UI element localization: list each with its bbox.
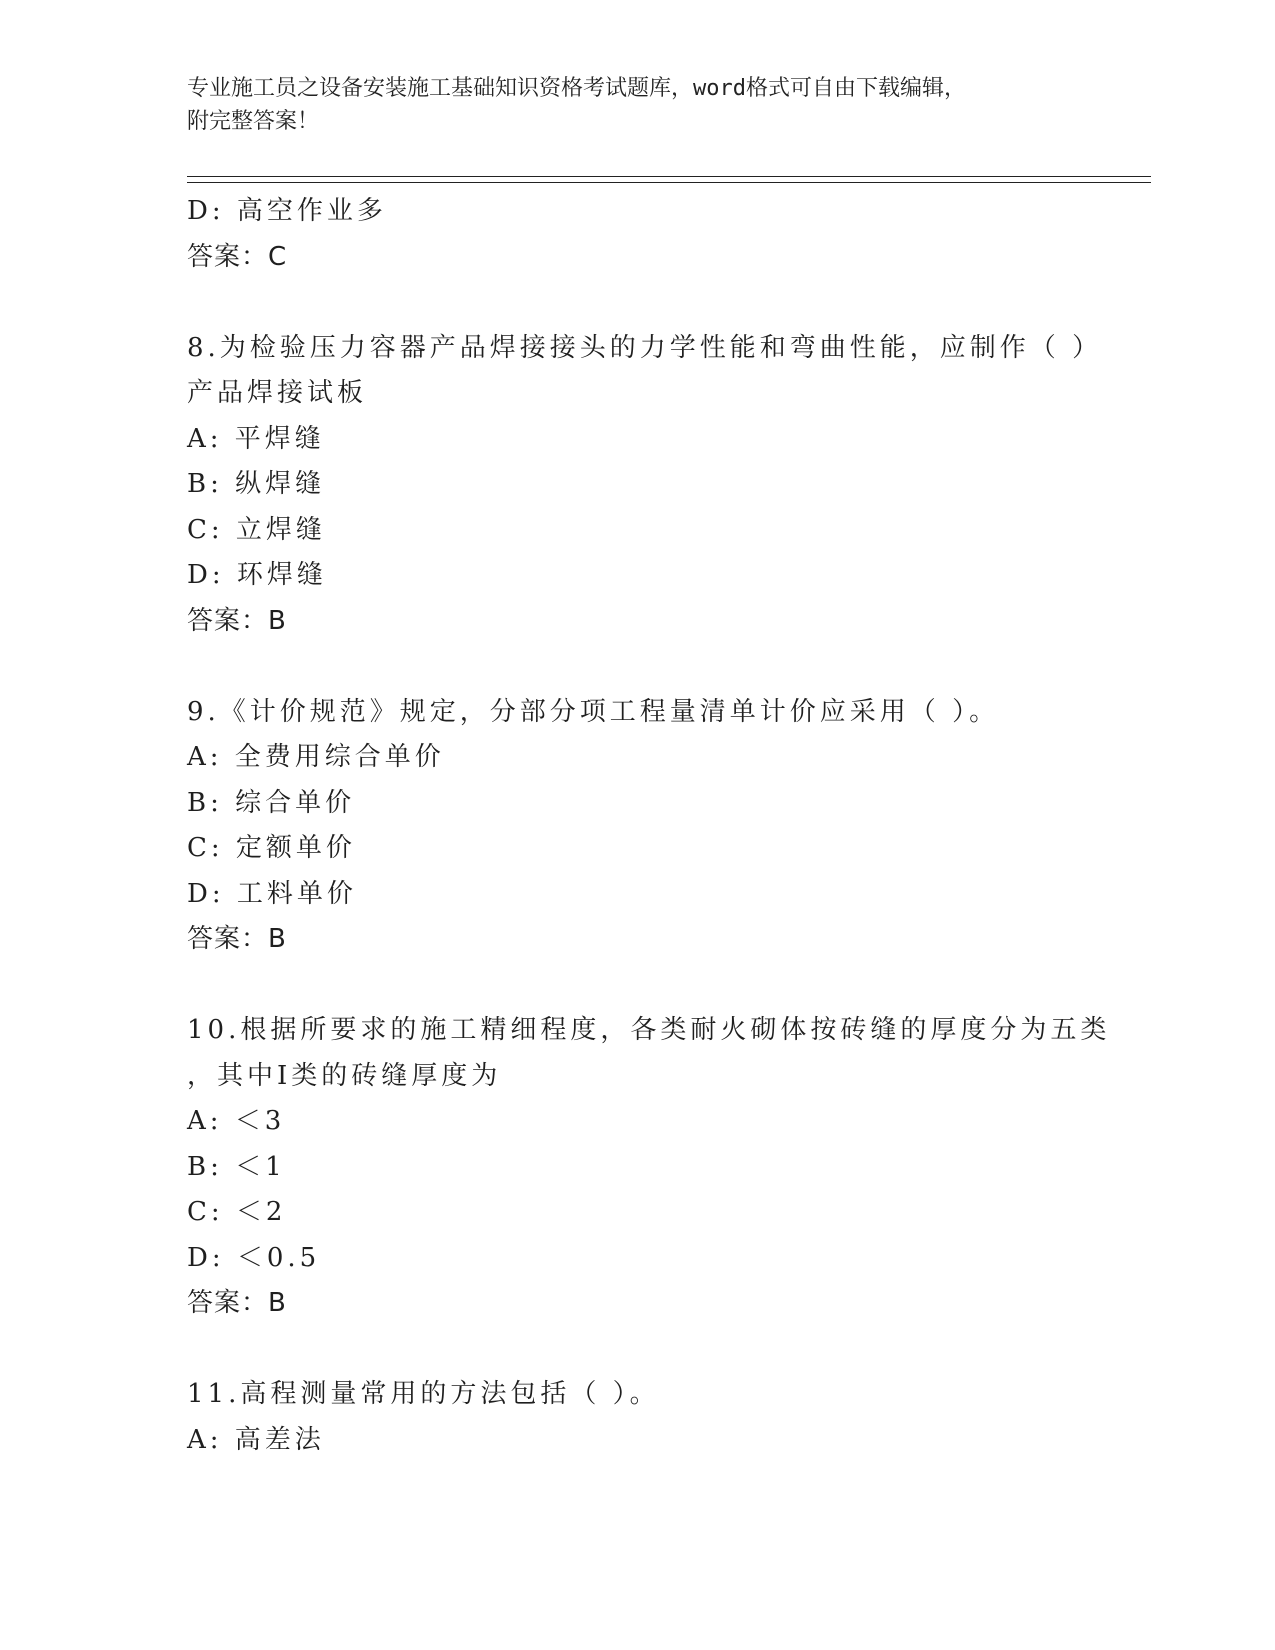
option-d: D: 环焊缝 xyxy=(187,560,327,590)
option-b: B: ＜1 xyxy=(187,1151,286,1182)
option-c: C: 定额单价 xyxy=(187,833,356,863)
option-b: B: 纵焊缝 xyxy=(187,469,326,499)
option-d: D: ＜0.5 xyxy=(187,1242,321,1273)
question-stem: 11.高程测量常用的方法包括（ ）。 xyxy=(187,1379,660,1409)
document-header xyxy=(187,72,1087,138)
header-divider-bottom xyxy=(187,182,1151,183)
option-d: D: 工料单价 xyxy=(187,878,357,909)
header-line-2: 附完整答案！ xyxy=(187,109,320,134)
question-list xyxy=(187,189,1137,1463)
option-d: D: 高空作业多 xyxy=(187,196,387,226)
question-8 xyxy=(187,326,1137,645)
answer-line: 答案：B xyxy=(187,1288,287,1318)
question-stem: 9.《计价规范》规定，分部分项工程量清单计价应采用（ ）。 xyxy=(187,696,1000,727)
option-c: C: 立焊缝 xyxy=(187,514,326,545)
question-9 xyxy=(187,690,1137,963)
question-10 xyxy=(187,1008,1137,1327)
answer-line: 答案：B xyxy=(187,924,287,954)
option-a: A: 平焊缝 xyxy=(187,423,325,454)
question-spacer xyxy=(187,1327,1137,1373)
question-spacer xyxy=(187,963,1137,1009)
question-stem-continued: 产品焊接试板 xyxy=(187,378,368,408)
header-line-1: 专业施工员之设备安装施工基础知识资格考试题库，word格式可自由下载编辑， xyxy=(187,76,966,101)
option-a: A: 全费用综合单价 xyxy=(187,742,445,772)
option-b: B: 综合单价 xyxy=(187,787,356,818)
option-c: C: ＜2 xyxy=(187,1197,287,1227)
question-spacer xyxy=(187,644,1137,690)
answer-line: 答案：C xyxy=(187,241,288,272)
question-stem: 10.根据所要求的施工精细程度，各类耐火砌体按砖缝的厚度分为五类 xyxy=(187,1015,1111,1045)
answer-line: 答案：B xyxy=(187,605,287,636)
option-a: A: 高差法 xyxy=(187,1424,325,1455)
question-spacer xyxy=(187,280,1137,326)
question-11 xyxy=(187,1372,1137,1463)
question-stem-continued: ，其中Ⅰ类的砖缝厚度为 xyxy=(187,1060,502,1091)
header-divider-top xyxy=(187,176,1151,177)
question-stem: 8.为检验压力容器产品焊接接头的力学性能和弯曲性能，应制作（ ） xyxy=(187,332,1103,363)
option-a: A: ＜3 xyxy=(187,1106,286,1136)
